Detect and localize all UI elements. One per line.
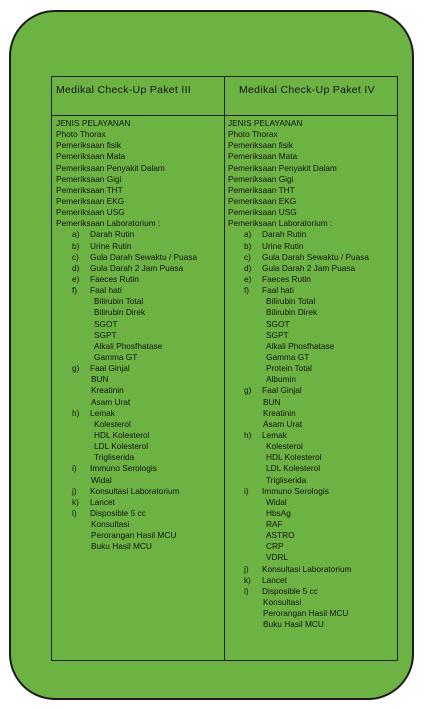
lab-item: [228, 252, 396, 263]
item-label: Konsultasi Laboratorium: [90, 485, 180, 496]
item-marker: d): [244, 262, 252, 273]
service-item: [228, 163, 396, 174]
item-label: Pemeriksaan Penyakit Dalam: [56, 162, 165, 173]
item-marker: j): [244, 563, 249, 574]
green-card: [9, 10, 414, 700]
lab-item: [228, 575, 396, 586]
service-item: [228, 151, 396, 162]
lab-subitem: [228, 463, 396, 474]
item-marker: i): [72, 463, 77, 474]
lab-subitem: [56, 475, 222, 486]
package-4-title: Medikal Check-Up Paket IV: [239, 84, 375, 96]
item-marker: l): [244, 585, 249, 596]
lab-item: [56, 229, 222, 240]
package-4-service-list: [228, 118, 396, 630]
lab-item: [228, 285, 396, 296]
lab-subitem: [228, 497, 396, 508]
item-label: Pemeriksaan Penyakit Dalam: [228, 162, 337, 173]
item-label: BUN: [263, 396, 281, 407]
service-item: [228, 185, 396, 196]
item-label: Pemeriksaan THT: [228, 184, 295, 195]
lab-subitem: [228, 608, 396, 619]
lab-item: [228, 486, 396, 497]
item-label: Widal: [266, 496, 287, 507]
item-marker: e): [244, 273, 252, 284]
item-marker: h): [72, 407, 80, 418]
item-label: Pemeriksaan Gigi: [228, 173, 294, 184]
lab-item: [228, 241, 396, 252]
item-label: ASTRO: [266, 530, 295, 541]
lab-item: [228, 229, 396, 240]
lab-subitem: [56, 330, 222, 341]
item-label: Darah Rutin: [90, 229, 135, 240]
lab-item: [56, 241, 222, 252]
service-item: [228, 174, 396, 185]
service-item: [56, 218, 222, 229]
service-item: [228, 207, 396, 218]
service-item: [56, 151, 222, 162]
item-label: Asam Urat: [263, 418, 303, 429]
item-label: Perorangan Hasil MCU: [91, 530, 177, 541]
item-label: Lancet: [90, 496, 115, 507]
lab-subitem: [56, 385, 222, 396]
item-label: HDL Kolesterol: [266, 452, 322, 463]
lab-subitem: [56, 352, 222, 363]
lab-subitem: [228, 441, 396, 452]
service-item: [56, 140, 222, 151]
item-marker: c): [244, 251, 251, 262]
item-marker: j): [72, 485, 77, 496]
item-label: Kreatinin: [263, 407, 296, 418]
package-3-title: Medikal Check-Up Paket III: [56, 84, 192, 96]
item-label: JENIS PELAYANAN: [228, 118, 303, 128]
item-label: Pemeriksaan Mata: [228, 151, 298, 162]
item-label: Disposible 5 cc: [90, 507, 146, 518]
item-marker: e): [72, 273, 80, 284]
item-label: Perorangan Hasil MCU: [263, 608, 349, 619]
item-label: HbsAg: [266, 507, 291, 518]
lab-subitem: [228, 352, 396, 363]
lab-item: [56, 497, 222, 508]
item-label: Pemeriksaan USG: [228, 207, 297, 218]
lab-subitem: [228, 619, 396, 630]
item-label: Pemeriksaan fisik: [56, 140, 122, 151]
item-label: Lancet: [262, 574, 287, 585]
lab-subitem: [56, 530, 222, 541]
lab-subitem: [228, 341, 396, 352]
lab-subitem: [56, 341, 222, 352]
item-label: Gula Darah 2 Jam Puasa: [90, 262, 184, 273]
service-item: [56, 185, 222, 196]
item-label: SGOT: [94, 318, 118, 329]
service-item: [228, 218, 396, 229]
item-label: Pemeriksaan USG: [56, 207, 125, 218]
lab-subitem: [228, 519, 396, 530]
lab-subitem: [56, 430, 222, 441]
item-label: Kolesterol: [266, 441, 303, 452]
item-label: Alkali Phosfhatase: [94, 340, 163, 351]
lab-subitem: [228, 475, 396, 486]
lab-item: [56, 285, 222, 296]
item-label: JENIS PELAYANAN: [56, 118, 131, 128]
lab-item: [56, 263, 222, 274]
item-label: Gula Darah 2 Jam Puasa: [262, 262, 356, 273]
item-label: Gamma GT: [266, 351, 310, 362]
item-label: Urine Rutin: [90, 240, 132, 251]
lab-subitem: [228, 397, 396, 408]
lab-item: [56, 463, 222, 474]
item-label: Alkali Phosfhatase: [266, 340, 335, 351]
item-label: Konsultasi Laboratorium: [262, 563, 352, 574]
item-label: Disposible 5 cc: [262, 585, 318, 596]
item-label: Lemak: [90, 407, 115, 418]
lab-item: [228, 274, 396, 285]
item-label: LDL Kolesterol: [266, 463, 321, 474]
item-label: Bilirubin Total: [94, 296, 144, 307]
lab-subitem: [56, 419, 222, 430]
item-label: Darah Rutin: [262, 229, 307, 240]
service-item: [228, 140, 396, 151]
item-marker: a): [72, 229, 80, 240]
service-item: [56, 129, 222, 140]
item-label: Photo Thorax: [228, 129, 278, 140]
item-marker: a): [244, 229, 252, 240]
item-label: Lemak: [262, 429, 287, 440]
lab-item: [56, 508, 222, 519]
lab-subitem: [56, 519, 222, 530]
lab-subitem: [56, 307, 222, 318]
item-label: Pemeriksaan THT: [56, 184, 123, 195]
service-item: [228, 118, 396, 129]
item-label: Faal hati: [262, 285, 294, 296]
item-label: Faal Ginjal: [90, 363, 130, 374]
item-marker: g): [72, 363, 80, 374]
item-label: Bilirubin Direk: [94, 307, 146, 318]
item-label: Immuno Serologis: [262, 485, 329, 496]
item-label: Widal: [91, 474, 112, 485]
service-item: [56, 196, 222, 207]
item-label: Gula Darah Sewaktu / Puasa: [90, 251, 197, 262]
item-label: HDL Kolesterol: [94, 429, 150, 440]
lab-subitem: [228, 508, 396, 519]
item-label: Asam Urat: [91, 396, 131, 407]
item-label: Gula Darah Sewaktu / Puasa: [262, 251, 369, 262]
item-label: VDRL: [266, 552, 289, 563]
item-label: Faal hati: [90, 285, 122, 296]
item-label: Bilirubin Total: [266, 296, 316, 307]
lab-item: [228, 586, 396, 597]
item-label: Faal Ginjal: [262, 385, 302, 396]
item-label: Protein Total: [266, 363, 312, 374]
lab-subitem: [56, 452, 222, 463]
item-label: Faeces Rutin: [262, 273, 311, 284]
lab-subitem: [56, 319, 222, 330]
item-marker: f): [244, 285, 250, 296]
item-marker: b): [244, 240, 252, 251]
item-label: Buku Hasil MCU: [91, 541, 152, 552]
lab-item: [56, 363, 222, 374]
lab-subitem: [228, 363, 396, 374]
item-label: Pemeriksaan Mata: [56, 151, 126, 162]
item-label: Trigliserida: [266, 474, 307, 485]
lab-subitem: [228, 296, 396, 307]
item-label: Pemeriksaan EKG: [228, 195, 297, 206]
lab-subitem: [228, 374, 396, 385]
item-label: Pemeriksaan Laboratorium :: [228, 218, 333, 229]
item-label: Faeces Rutin: [90, 273, 139, 284]
item-label: Pemeriksaan fisik: [228, 140, 294, 151]
lab-item: [56, 274, 222, 285]
service-item: [56, 118, 222, 129]
lab-item: [228, 385, 396, 396]
lab-item: [228, 430, 396, 441]
item-label: Urine Rutin: [262, 240, 304, 251]
lab-subitem: [228, 452, 396, 463]
lab-subitem: [56, 397, 222, 408]
service-item: [228, 129, 396, 140]
item-label: Gamma GT: [94, 351, 138, 362]
service-item: [228, 196, 396, 207]
service-item: [56, 163, 222, 174]
item-label: Buku Hasil MCU: [263, 619, 324, 630]
lab-subitem: [56, 541, 222, 552]
item-label: Immuno Serologis: [90, 463, 157, 474]
item-marker: l): [72, 507, 77, 518]
item-marker: b): [72, 240, 80, 251]
package-comparison-table: [51, 76, 398, 661]
item-label: Albumin: [266, 374, 296, 385]
item-label: SGPT: [266, 329, 289, 340]
item-marker: d): [72, 262, 80, 273]
item-label: CRP: [266, 541, 284, 552]
item-marker: i): [244, 485, 249, 496]
item-marker: h): [244, 429, 252, 440]
lab-subitem: [228, 552, 396, 563]
lab-item: [228, 564, 396, 575]
item-marker: f): [72, 285, 78, 296]
lab-subitem: [228, 419, 396, 430]
lab-item: [228, 263, 396, 274]
item-label: Pemeriksaan Gigi: [56, 173, 122, 184]
lab-subitem: [228, 597, 396, 608]
item-label: RAF: [266, 519, 283, 530]
item-label: Kreatinin: [91, 385, 124, 396]
item-marker: c): [72, 251, 79, 262]
lab-subitem: [228, 330, 396, 341]
item-label: Konsultasi: [91, 519, 130, 530]
lab-subitem: [228, 307, 396, 318]
lab-item: [56, 408, 222, 419]
item-label: BUN: [91, 374, 109, 385]
lab-subitem: [56, 296, 222, 307]
item-label: SGPT: [94, 329, 117, 340]
item-marker: k): [244, 574, 251, 585]
lab-subitem: [228, 530, 396, 541]
service-item: [56, 174, 222, 185]
lab-subitem: [228, 541, 396, 552]
service-item: [56, 207, 222, 218]
column-divider: [224, 77, 225, 660]
item-label: SGOT: [266, 318, 290, 329]
item-label: Kolesterol: [94, 418, 131, 429]
lab-subitem: [228, 408, 396, 419]
item-label: Pemeriksaan EKG: [56, 195, 125, 206]
item-label: LDL Kolesterol: [94, 441, 149, 452]
item-label: Trigliserida: [94, 452, 135, 463]
item-marker: g): [244, 385, 252, 396]
lab-subitem: [228, 319, 396, 330]
package-3-service-list: [56, 118, 222, 552]
lab-item: [56, 252, 222, 263]
item-label: Konsultasi: [263, 597, 302, 608]
item-marker: k): [72, 496, 79, 507]
item-label: Photo Thorax: [56, 129, 106, 140]
lab-item: [56, 486, 222, 497]
lab-subitem: [56, 441, 222, 452]
item-label: Bilirubin Direk: [266, 307, 318, 318]
lab-subitem: [56, 374, 222, 385]
item-label: Pemeriksaan Laboratorium :: [56, 218, 161, 229]
